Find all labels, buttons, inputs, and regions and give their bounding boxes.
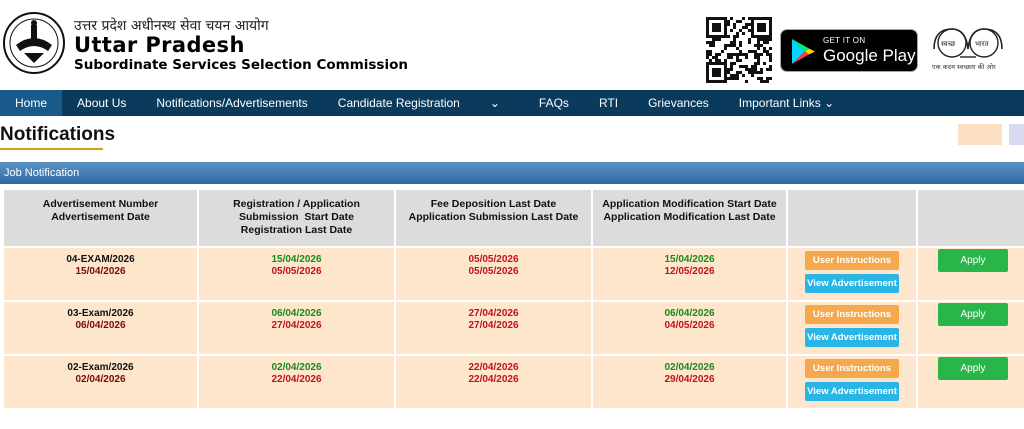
modification-last-date: 12/05/2026 <box>664 266 715 277</box>
header-line: Submission Start Date <box>239 211 354 223</box>
header-line: Application Modification Start Date <box>602 198 777 210</box>
header-advertisement <box>4 190 197 246</box>
google-play-get-label: GET IT ON <box>823 36 866 45</box>
cell-modification <box>593 248 786 300</box>
cell-registration <box>199 302 394 354</box>
google-play-badge[interactable] <box>780 29 918 72</box>
job-notification-panel-header: Job Notification <box>0 162 1024 184</box>
advertisement-number: 02-Exam/2026 <box>67 362 134 373</box>
advertisement-date: 02/04/2026 <box>75 374 126 385</box>
cell-fee-deposition <box>396 356 591 408</box>
cell-registration <box>199 248 394 300</box>
advertisement-number: 04-EXAM/2026 <box>66 254 135 265</box>
header-line: Advertisement Date <box>51 211 150 223</box>
fee-deposition-last-date: 27/04/2026 <box>468 308 519 319</box>
legend-box-lavender <box>1009 124 1024 145</box>
nav-candidate-registration[interactable]: Candidate Registration <box>337 96 460 110</box>
job-notification-table-wrap <box>2 190 1022 408</box>
registration-last-date: 05/05/2026 <box>271 266 322 277</box>
swachh-right-text: भारत <box>975 40 989 48</box>
nav-more-dropdown[interactable]: ⌄ <box>489 96 500 110</box>
job-notification-table <box>2 190 1024 408</box>
header-fee-deposition <box>396 190 591 246</box>
header-apply <box>918 190 1024 246</box>
user-instructions-button[interactable]: User Instructions <box>805 251 899 270</box>
nav-about-us[interactable]: About Us <box>77 96 127 110</box>
advertisement-date: 06/04/2026 <box>75 320 126 331</box>
registration-start-date: 06/04/2026 <box>271 308 322 319</box>
google-play-icon <box>790 38 816 65</box>
page-title: Notifications <box>0 124 116 145</box>
cell-advertisement <box>4 248 197 300</box>
application-submission-last-date: 27/04/2026 <box>468 320 519 331</box>
header-line: Registration Last Date <box>240 224 353 236</box>
modification-last-date: 04/05/2026 <box>664 320 715 331</box>
apply-button[interactable]: Apply <box>938 303 1008 326</box>
title-underline <box>0 148 103 150</box>
table-body <box>4 248 1024 408</box>
google-play-name: Google Play <box>823 46 916 65</box>
registration-last-date: 27/04/2026 <box>271 320 322 331</box>
cell-modification <box>593 356 786 408</box>
nav-grievances[interactable]: Grievances <box>648 96 709 110</box>
header-registration <box>199 190 394 246</box>
advertisement-date: 15/04/2026 <box>75 266 126 277</box>
header-actions <box>788 190 916 246</box>
cell-apply <box>918 356 1024 408</box>
site-subtitle: Subordinate Services Selection Commission <box>74 57 408 73</box>
header-line: Registration / Application <box>233 198 360 210</box>
apply-button[interactable]: Apply <box>938 249 1008 272</box>
table-header-row <box>4 190 1024 246</box>
cell-actions <box>788 302 916 354</box>
registration-start-date: 02/04/2026 <box>271 362 322 373</box>
modification-start-date: 06/04/2026 <box>664 308 715 319</box>
cell-modification <box>593 302 786 354</box>
fee-deposition-last-date: 05/05/2026 <box>468 254 519 265</box>
nav-rti[interactable]: RTI <box>598 96 619 110</box>
table-row <box>4 356 1024 408</box>
header-line: Application Modification Last Date <box>603 211 776 223</box>
nav-home[interactable]: Home <box>0 90 62 116</box>
modification-start-date: 02/04/2026 <box>664 362 715 373</box>
modification-last-date: 29/04/2026 <box>664 374 715 385</box>
table-row <box>4 302 1024 354</box>
registration-start-date: 15/04/2026 <box>271 254 322 265</box>
swachh-tagline: एक कदम स्वच्छता की ओर <box>932 63 996 71</box>
cell-apply <box>918 302 1024 354</box>
view-advertisement-button[interactable]: View Advertisement <box>805 328 899 347</box>
site-header <box>0 0 1024 90</box>
site-title: Uttar Pradesh <box>74 33 245 57</box>
header-line: Fee Deposition Last Date <box>430 198 557 210</box>
application-submission-last-date: 22/04/2026 <box>468 374 519 385</box>
cell-fee-deposition <box>396 302 591 354</box>
fee-deposition-last-date: 22/04/2026 <box>468 362 519 373</box>
user-instructions-button[interactable]: User Instructions <box>805 305 899 324</box>
application-submission-last-date: 05/05/2026 <box>468 266 519 277</box>
nav-faqs[interactable]: FAQs <box>538 96 569 110</box>
hindi-commission-name: उत्तर प्रदेश अधीनस्थ सेवा चयन आयोग <box>74 18 269 34</box>
legend-box-peach <box>958 124 1002 145</box>
nav-important-links[interactable]: Important Links ⌄ <box>738 96 835 110</box>
view-advertisement-button[interactable]: View Advertisement <box>805 382 899 401</box>
cell-actions <box>788 248 916 300</box>
header-line: Advertisement Number <box>42 198 159 210</box>
cell-registration <box>199 356 394 408</box>
view-advertisement-button[interactable]: View Advertisement <box>805 274 899 293</box>
cell-advertisement <box>4 356 197 408</box>
table-row <box>4 248 1024 300</box>
main-navbar <box>0 90 1024 116</box>
advertisement-number: 03-Exam/2026 <box>67 308 134 319</box>
user-instructions-button[interactable]: User Instructions <box>805 359 899 378</box>
cell-fee-deposition <box>396 248 591 300</box>
header-application-modification <box>593 190 786 246</box>
modification-start-date: 15/04/2026 <box>664 254 715 265</box>
apply-button[interactable]: Apply <box>938 357 1008 380</box>
qr-code-icon <box>706 17 772 83</box>
cell-advertisement <box>4 302 197 354</box>
swachh-left-text: स्वच्छ <box>941 40 956 48</box>
up-emblem-logo[interactable] <box>2 11 66 75</box>
cell-apply <box>918 248 1024 300</box>
registration-last-date: 22/04/2026 <box>271 374 322 385</box>
header-line: Application Submission Last Date <box>408 211 579 223</box>
nav-notifications[interactable]: Notifications/Advertisements <box>156 96 308 110</box>
cell-actions <box>788 356 916 408</box>
